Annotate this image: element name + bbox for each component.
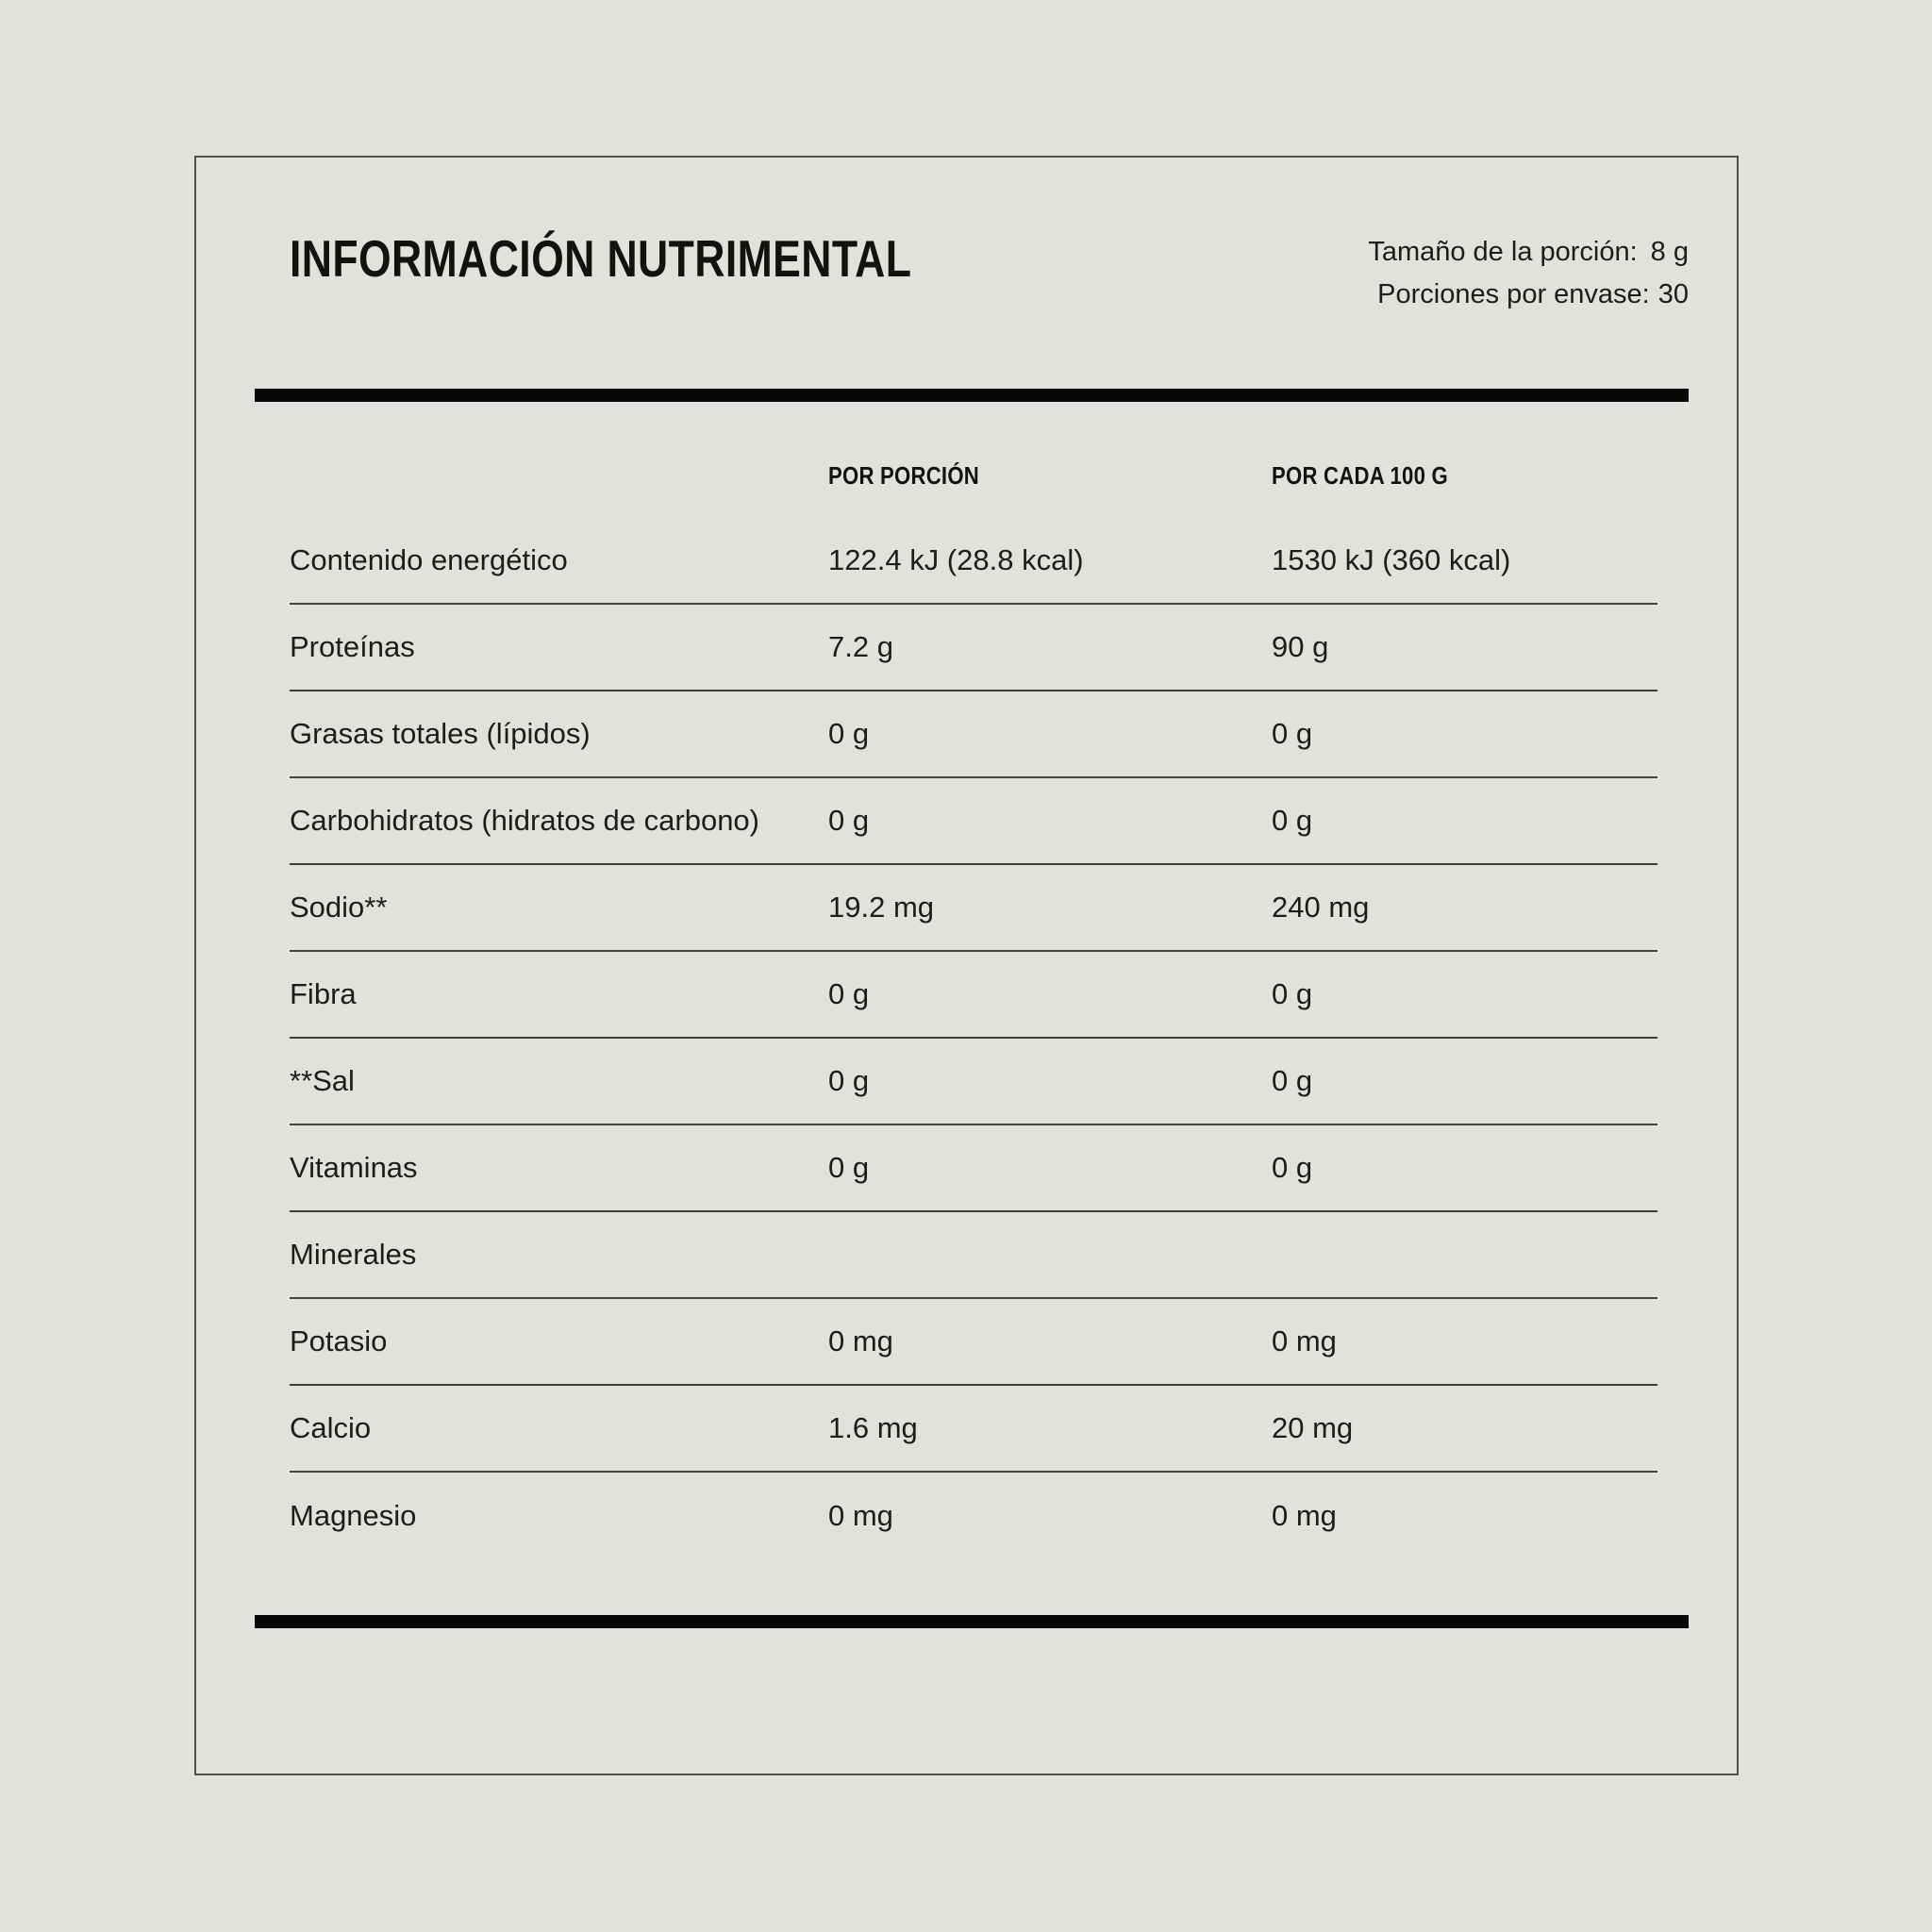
table-row [290, 865, 1657, 952]
table-row [290, 1299, 1657, 1386]
row-per-serving: 0 g [828, 804, 870, 837]
serving-size-line [1368, 231, 1689, 274]
row-label: Carbohidratos (hidratos de carbono) [290, 804, 759, 837]
row-label: Fibra [290, 977, 357, 1010]
row-per-serving: 0 g [828, 1064, 870, 1097]
servings-per-container-value: 30 [1657, 279, 1689, 309]
table-row [290, 952, 1657, 1039]
table-row [290, 691, 1657, 778]
row-per-100g: 1530 kJ (360 kcal) [1272, 543, 1511, 576]
row-per-serving: 7.2 g [828, 630, 893, 663]
table-row [290, 518, 1657, 605]
row-per-100g: 0 g [1272, 804, 1313, 837]
nutrition-label-panel [194, 156, 1739, 1775]
column-header-per-100g: POR CADA 100 G [1272, 461, 1448, 490]
row-label: Proteínas [290, 630, 415, 663]
row-per-100g: 0 g [1272, 977, 1313, 1010]
table-row [290, 1039, 1657, 1125]
serving-size-value: 8 g [1650, 237, 1689, 267]
row-label: Minerales [290, 1238, 417, 1271]
table-row [290, 605, 1657, 691]
row-label: Contenido energético [290, 543, 568, 576]
serving-info [1368, 231, 1689, 316]
row-per-100g: 0 g [1272, 1064, 1313, 1097]
row-per-serving: 0 g [828, 1151, 870, 1184]
row-per-serving: 0 mg [828, 1324, 893, 1357]
servings-per-container-label: Porciones por envase: [1377, 279, 1650, 309]
row-per-serving: 0 g [828, 977, 870, 1010]
row-label: Vitaminas [290, 1151, 418, 1184]
row-per-100g: 90 g [1272, 630, 1329, 663]
column-header-per-serving: POR PORCIÓN [828, 461, 979, 490]
table-row [290, 1212, 1657, 1299]
row-label: Magnesio [290, 1499, 417, 1532]
row-per-100g: 240 mg [1272, 891, 1370, 924]
row-label: Potasio [290, 1324, 388, 1357]
label-title: INFORMACIÓN NUTRIMENTAL [290, 229, 912, 288]
servings-per-container-line [1368, 274, 1689, 316]
table-row [290, 778, 1657, 865]
row-label: Sodio** [290, 891, 388, 924]
row-per-100g: 0 g [1272, 717, 1313, 750]
row-label: Calcio [290, 1411, 372, 1444]
bottom-divider-bar [255, 1615, 1689, 1628]
row-per-100g: 0 mg [1272, 1499, 1337, 1532]
nutrition-table [290, 434, 1657, 1559]
table-header-row [290, 434, 1657, 518]
table-row [290, 1473, 1657, 1559]
row-per-serving: 1.6 mg [828, 1411, 918, 1444]
table-row [290, 1386, 1657, 1473]
table-row [290, 1125, 1657, 1212]
row-per-100g: 20 mg [1272, 1411, 1354, 1444]
row-per-serving: 0 mg [828, 1499, 893, 1532]
row-per-serving: 0 g [828, 717, 870, 750]
row-per-100g: 0 g [1272, 1151, 1313, 1184]
row-per-serving: 122.4 kJ (28.8 kcal) [828, 543, 1084, 576]
top-divider-bar [255, 389, 1689, 402]
row-per-100g: 0 mg [1272, 1324, 1337, 1357]
row-per-serving: 19.2 mg [828, 891, 935, 924]
row-label: Grasas totales (lípidos) [290, 717, 591, 750]
serving-size-label: Tamaño de la porción: [1368, 237, 1638, 267]
row-label: **Sal [290, 1064, 355, 1097]
